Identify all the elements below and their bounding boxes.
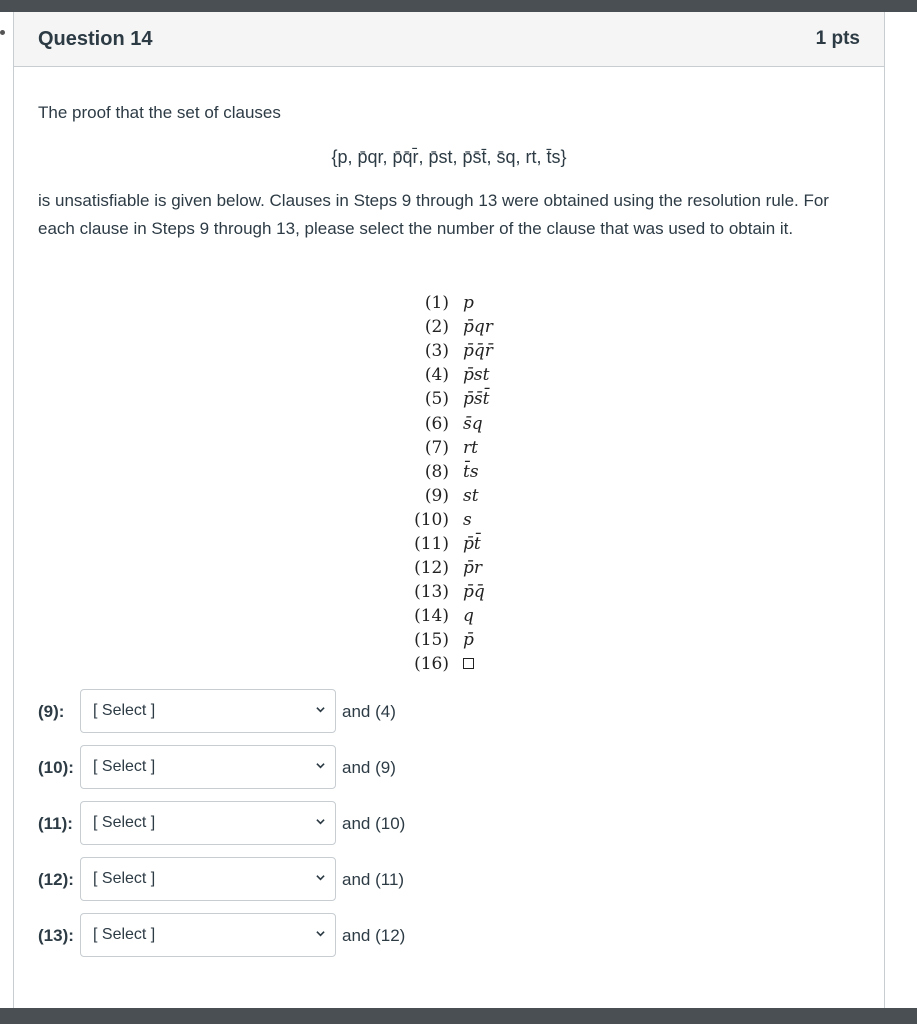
- proof-step: [409, 460, 493, 484]
- step-number: (10): [414, 509, 449, 530]
- answer-row-12: [14, 857, 874, 903]
- step-12-select[interactable]: [80, 857, 336, 901]
- step-number: (7): [424, 437, 449, 458]
- proof-step: [409, 604, 493, 628]
- proof-step: [409, 556, 493, 580]
- chevron-down-icon: [316, 761, 325, 770]
- answer-row-11: [14, 801, 874, 847]
- proof-step: [409, 484, 493, 508]
- proof-step: [409, 291, 493, 315]
- answer-suffix: and (10): [342, 814, 406, 833]
- step-number: (8): [424, 461, 449, 482]
- empty-clause: [463, 654, 474, 674]
- step-number: (3): [424, 341, 449, 362]
- question-body: [14, 67, 884, 997]
- step-clause: p̄r: [463, 558, 483, 579]
- step-number: (15): [414, 630, 449, 651]
- question-points: 1 pts: [815, 28, 860, 49]
- answer-label: (12):: [38, 870, 74, 889]
- step-clause: rt: [463, 437, 478, 458]
- step-9-select[interactable]: [80, 689, 336, 733]
- proof-steps: [409, 291, 493, 677]
- step-clause: t̄s: [463, 461, 479, 482]
- proof-step: [409, 508, 493, 532]
- question-header: [14, 12, 884, 67]
- select-value: [ Select ]: [93, 870, 156, 887]
- answer-row-10: [14, 745, 874, 791]
- step-clause: q: [463, 606, 474, 627]
- prompt-description: is unsatisfiable is given below. Clauses in Steps 9 through 13 were obtained using the resolution rule. For each clause in Steps 9 through 13, please select the number of the clause that was used to obtain it.: [38, 191, 829, 238]
- step-clause: p̄q̄: [463, 582, 485, 603]
- step-number: (13): [414, 582, 449, 603]
- answer-row-9: [14, 689, 874, 735]
- step-number: (4): [424, 365, 449, 386]
- step-clause: p̄st: [463, 365, 490, 386]
- browser-bottom-bar: [0, 1008, 917, 1024]
- answer-suffix: and (4): [342, 702, 396, 721]
- step-number: (14): [414, 606, 449, 627]
- answer-label: (10):: [38, 758, 74, 777]
- prompt-intro: The proof that the set of clauses: [38, 103, 281, 122]
- step-number: (16): [414, 654, 449, 675]
- answer-label: (11):: [38, 814, 73, 833]
- step-clause: p̄s̄t̄: [463, 389, 490, 410]
- step-clause: s: [463, 509, 472, 530]
- step-clause: p: [463, 293, 474, 314]
- proof-step: [409, 363, 493, 387]
- step-number: (1): [424, 293, 449, 314]
- answer-suffix: and (12): [342, 926, 406, 945]
- proof-step: [409, 580, 493, 604]
- answer-suffix: and (9): [342, 758, 396, 777]
- browser-top-bar: [0, 0, 917, 12]
- select-value: [ Select ]: [93, 702, 156, 719]
- answer-row-13: [14, 913, 874, 959]
- step-number: (12): [414, 558, 449, 579]
- proof-step: [409, 652, 493, 676]
- chevron-down-icon: [316, 873, 325, 882]
- chevron-down-icon: [316, 817, 325, 826]
- proof-step: [409, 532, 493, 556]
- step-11-select[interactable]: [80, 801, 336, 845]
- select-value: [ Select ]: [93, 926, 156, 943]
- answer-suffix: and (11): [342, 870, 405, 889]
- step-clause: p̄: [463, 630, 474, 651]
- select-value: [ Select ]: [93, 814, 156, 831]
- step-number: (11): [414, 533, 449, 554]
- chevron-down-icon: [316, 929, 325, 938]
- step-clause: p̄t̄: [463, 533, 481, 554]
- chevron-down-icon: [316, 705, 325, 714]
- step-number: (5): [424, 389, 449, 410]
- question-card: [13, 12, 885, 1008]
- question-title: Question 14: [38, 27, 153, 50]
- step-number: (9): [424, 485, 449, 506]
- empty-clause-box-icon: [463, 658, 474, 669]
- select-value: [ Select ]: [93, 758, 156, 775]
- step-clause: p̄q̄r̄: [463, 341, 493, 362]
- proof-step: [409, 628, 493, 652]
- step-number: (6): [424, 413, 449, 434]
- answer-label: (9):: [38, 702, 65, 721]
- step-13-select[interactable]: [80, 913, 336, 957]
- proof-step: [409, 315, 493, 339]
- step-clause: st: [463, 485, 479, 506]
- proof-step: [409, 436, 493, 460]
- step-number: (2): [424, 317, 449, 338]
- edge-marker: [0, 30, 5, 35]
- proof-step: [409, 411, 493, 435]
- step-10-select[interactable]: [80, 745, 336, 789]
- step-clause: s̄q: [463, 413, 483, 434]
- clause-set: {p, p̄qr, p̄q̄r̄, p̄st, p̄s̄t̄, s̄q, rt, t̄s}: [331, 147, 567, 167]
- step-clause: p̄qr: [463, 317, 493, 338]
- proof-step: [409, 339, 493, 363]
- answer-label: (13):: [38, 926, 74, 945]
- proof-step: [409, 387, 493, 411]
